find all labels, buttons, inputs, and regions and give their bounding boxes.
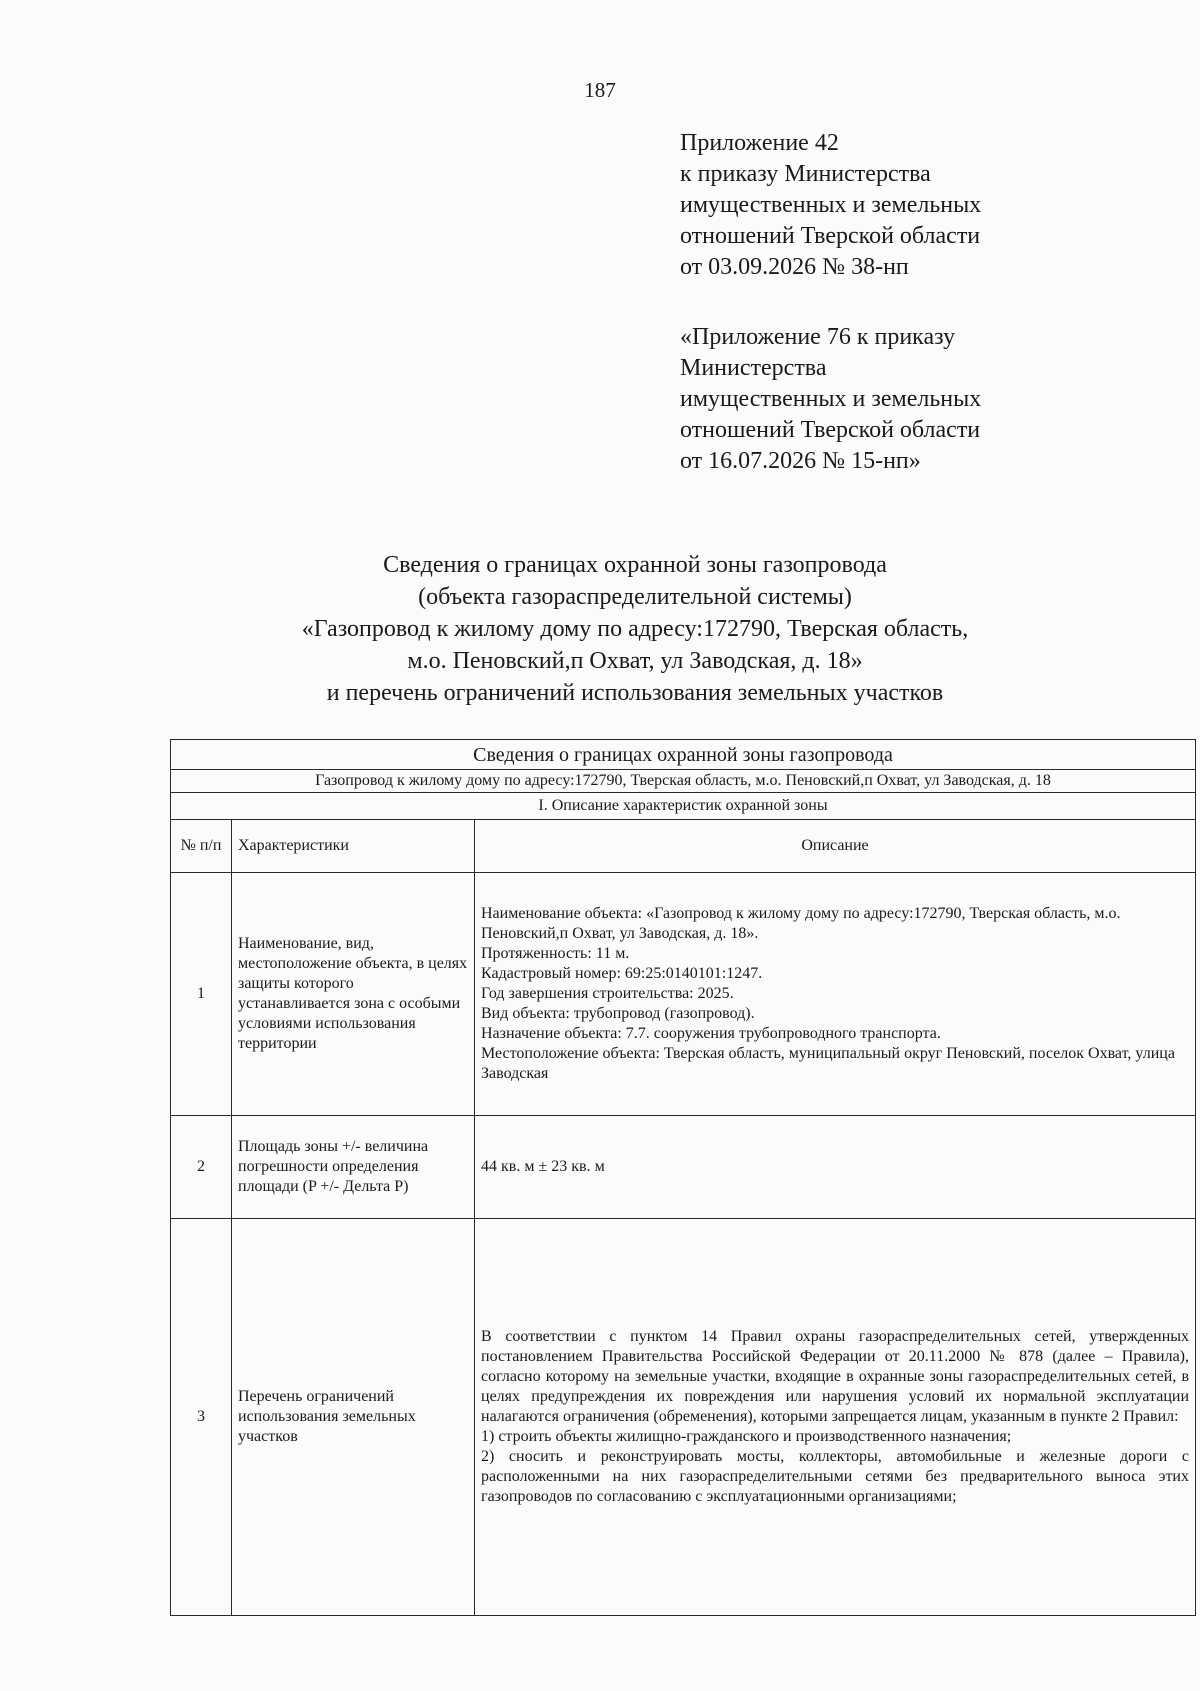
table-header-object: Газопровод к жилому дому по адресу:172790, Тверская область, м.о. Пеновский,п Охват, ул Заводская, д. 18 <box>171 770 1196 793</box>
title-line: Сведения о границах охранной зоны газопровода <box>383 552 887 578</box>
appendix-line: Министерства <box>680 355 827 381</box>
row-description <box>475 873 1196 1116</box>
description-line: В соответствии с пунктом 14 Правил охраны газораспределительных сетей, утвержденных постановлением Правительства Российской Федерации от 20.11.2000 № 878 (далее – Правила), согласно которому на земельные участки, входящие в охранные зоны газораспределительных сетей, в целях предупреждения их повреждения или нарушения условий их нормальной эксплуатации налагаются ограничения (обременения), которыми запрещается лицам, указанным в пункте 2 Правил: <box>481 1328 1189 1425</box>
appendix-line: отношений Тверской области <box>680 417 981 443</box>
row-description <box>475 1116 1196 1219</box>
appendix-reference-42 <box>680 128 1160 283</box>
row-number: 2 <box>171 1116 232 1219</box>
description-line: 44 кв. м ± 23 кв. м <box>481 1158 605 1175</box>
page-number: 187 <box>584 78 616 102</box>
row-characteristic: Перечень ограничений использования земельных участков <box>232 1219 475 1616</box>
description-line: Кадастровый номер: 69:25:0140101:1247. <box>481 965 763 982</box>
appendix-line: от 16.07.2026 № 15-нп» <box>680 448 921 474</box>
title-line: (объекта газораспределительной системы) <box>418 584 852 610</box>
appendix-line: имущественных и земельных <box>680 192 982 218</box>
table-row <box>171 1116 1196 1219</box>
title-line: и перечень ограничений использования земельных участков <box>326 680 944 706</box>
row-number: 1 <box>171 873 232 1116</box>
table-section-title: I. Описание характеристик охранной зоны <box>171 793 1196 820</box>
description-line: 1) строить объекты жилищно-гражданского и производственного назначения; <box>481 1428 1012 1445</box>
description-line: Протяженность: 11 м. <box>481 945 630 962</box>
description-line: Наименование объекта: «Газопровод к жилому дому по адресу:172790, Тверская область, м.о. Пеновский,п Охват, ул Заводская, д. 18». <box>481 905 1121 942</box>
appendix-line: «Приложение 76 к приказу <box>680 324 956 350</box>
table-row <box>171 1219 1196 1616</box>
column-header-description: Описание <box>475 820 1196 873</box>
appendix-line: Приложение 42 <box>680 130 839 156</box>
row-characteristic: Наименование, вид, местоположение объекта, в целях защиты которого устанавливается зона с особыми условиями использования территории <box>232 873 475 1116</box>
description-line: Вид объекта: трубопровод (газопровод). <box>481 1005 755 1022</box>
zone-info-table <box>170 739 1196 1616</box>
description-line: Местоположение объекта: Тверская область, муниципальный округ Пеновский, поселок Охват, улица Заводская <box>481 1045 1175 1082</box>
table-row <box>171 873 1196 1116</box>
description-line: Год завершения строительства: 2025. <box>481 985 734 1002</box>
description-line: Назначение объекта: 7.7. сооружения трубопроводного транспорта. <box>481 1025 941 1042</box>
column-header-characteristics: Характеристики <box>232 820 475 873</box>
row-number: 3 <box>171 1219 232 1616</box>
document-title <box>205 549 1065 709</box>
appendix-line: отношений Тверской области <box>680 223 981 249</box>
row-characteristic: Площадь зоны +/- величина погрешности определения площади (P +/- Дельта P) <box>232 1116 475 1219</box>
description-line: 2) сносить и реконструировать мосты, коллекторы, автомобильные и железные дороги с расположенными на них газораспределительными сетями без предварительного выноса этих газопроводов по согласованию с эксплуатационными организациями; <box>481 1448 1189 1505</box>
appendix-line: имущественных и земельных <box>680 386 982 412</box>
appendix-reference-76 <box>680 322 1160 477</box>
title-line: м.о. Пеновский,п Охват, ул Заводская, д. 18» <box>407 648 863 674</box>
appendix-line: к приказу Министерства <box>680 161 931 187</box>
table-header-main: Сведения о границах охранной зоны газопровода <box>171 740 1196 770</box>
appendix-line: от 03.09.2026 № 38-нп <box>680 254 909 280</box>
title-line: «Газопровод к жилому дому по адресу:172790, Тверская область, <box>301 616 969 642</box>
column-header-number: № п/п <box>171 820 232 873</box>
row-description <box>475 1219 1196 1616</box>
